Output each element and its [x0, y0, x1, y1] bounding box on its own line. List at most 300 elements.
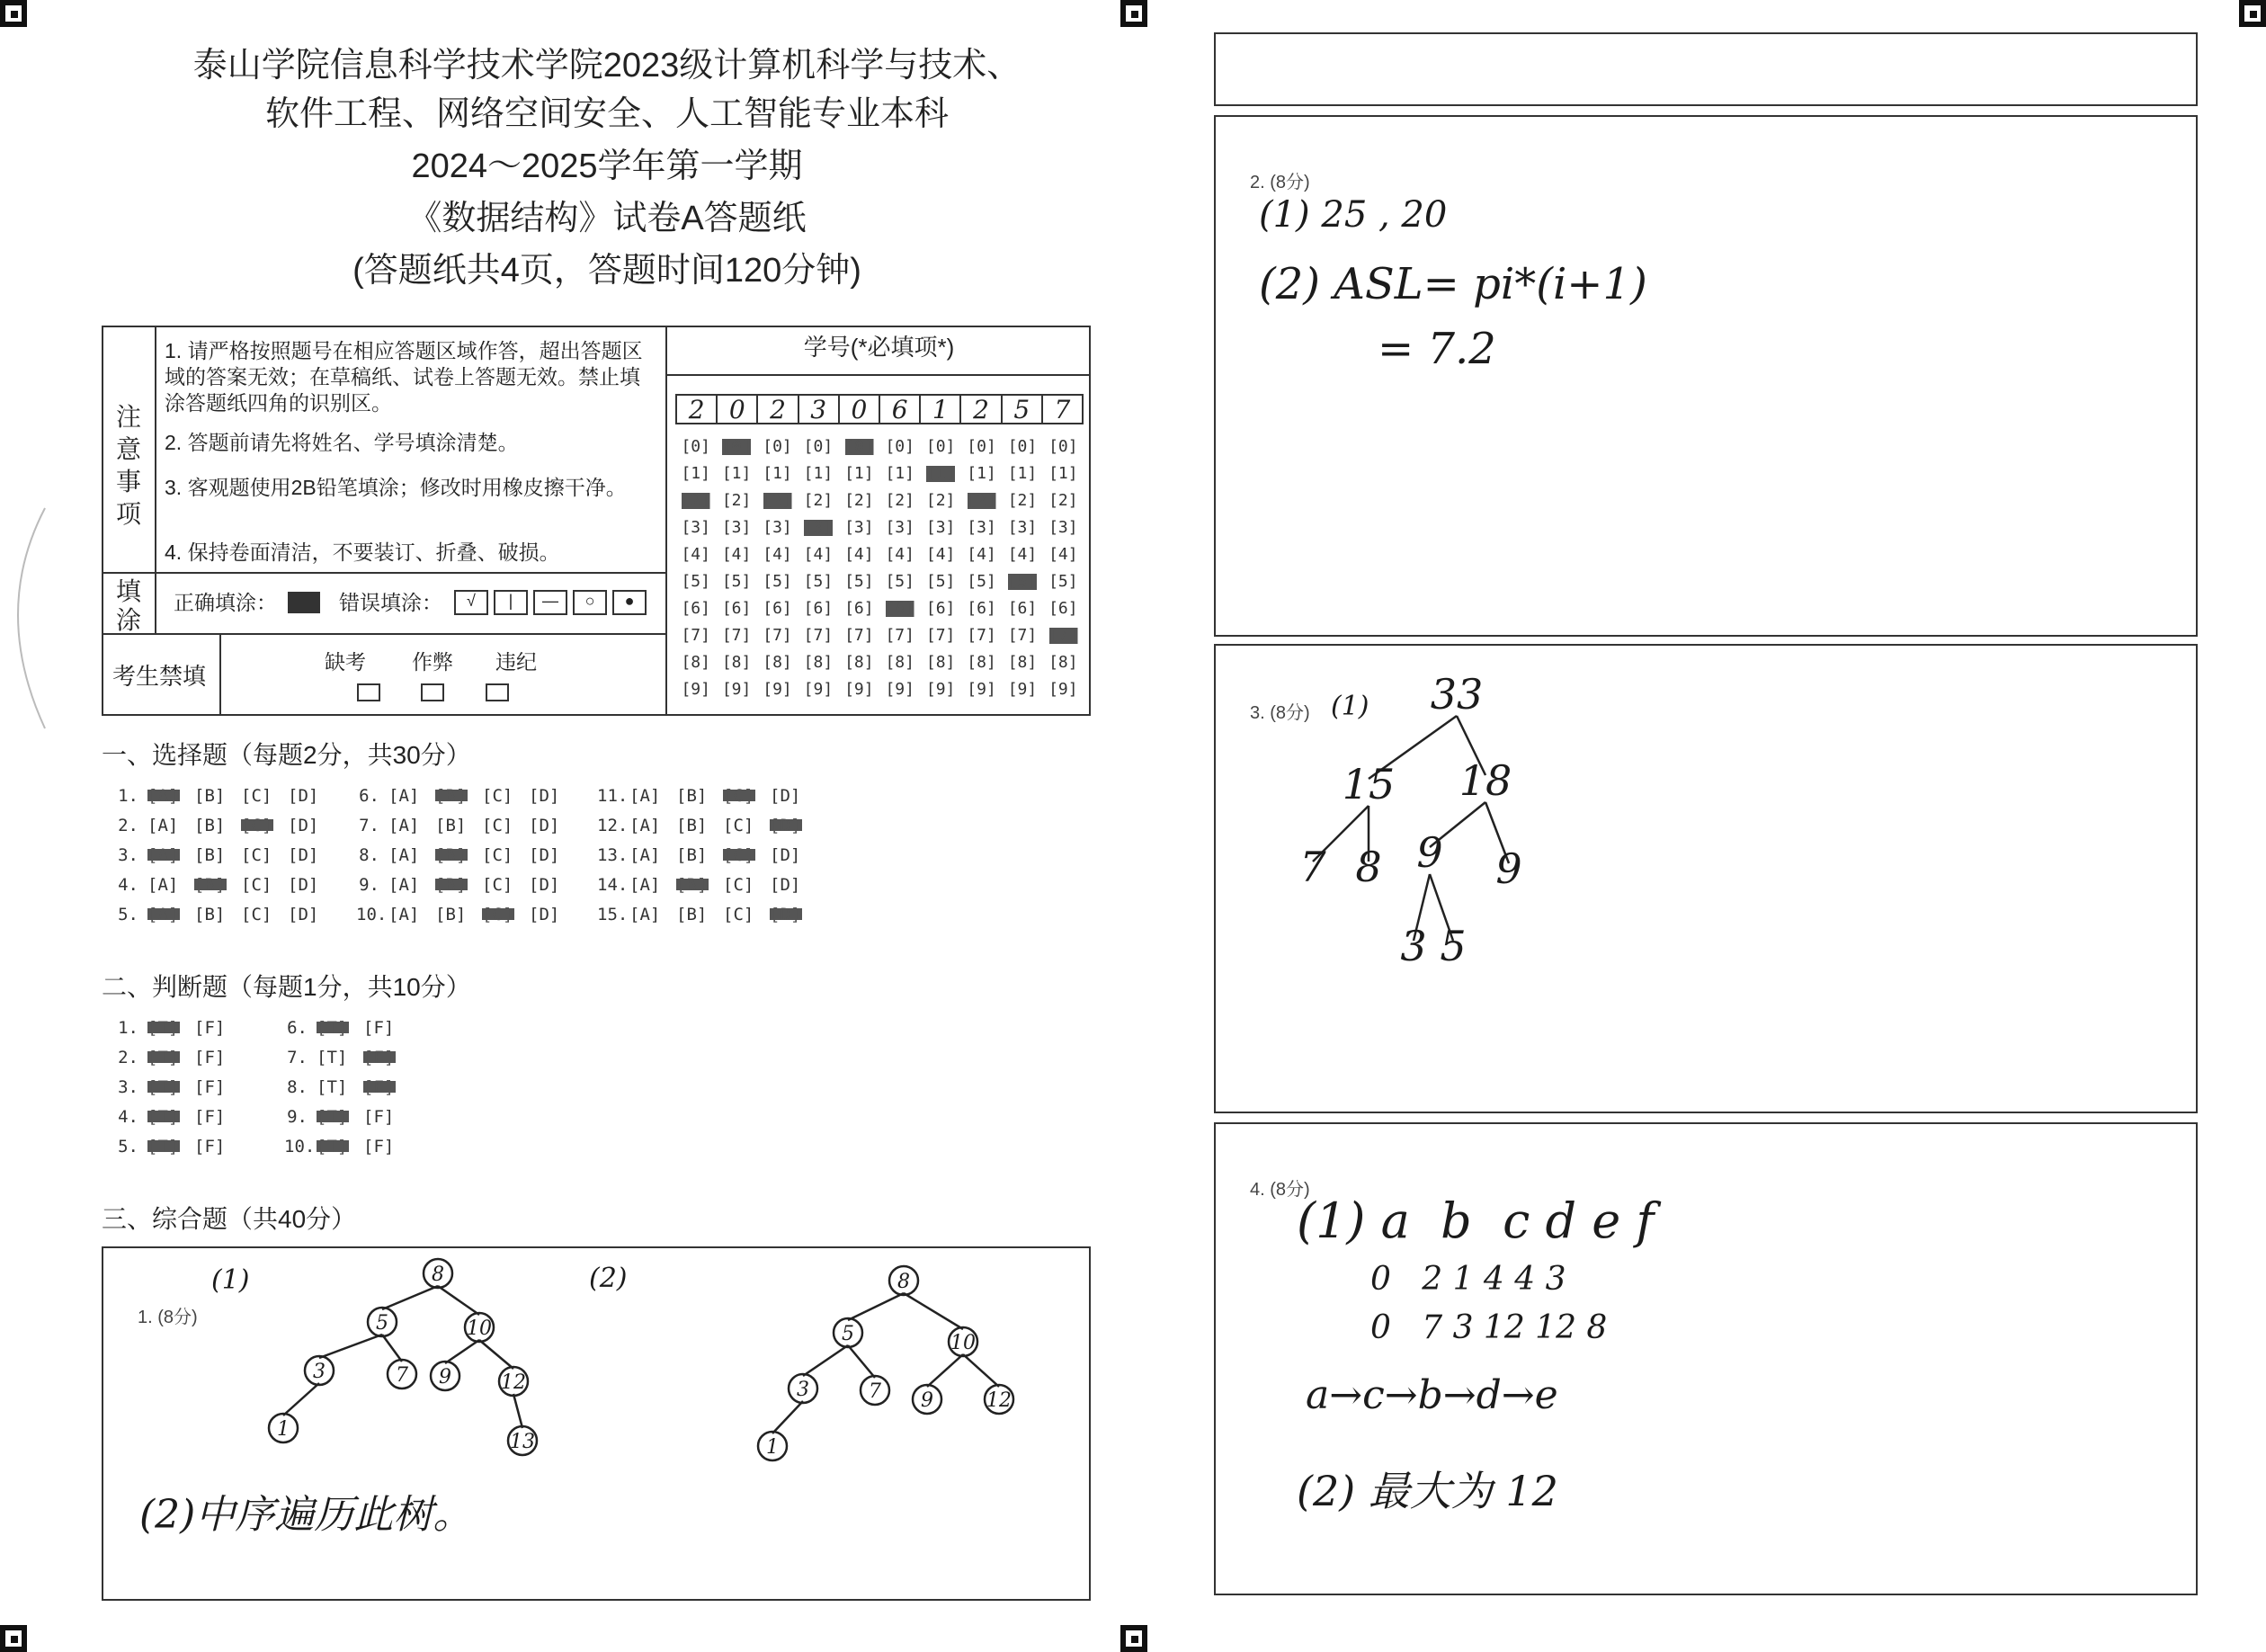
student-id-digits: [675, 394, 1084, 424]
student-id-bubble[interactable]: [8]: [1048, 653, 1078, 672]
corner-mark-bottom-middle: [1120, 1625, 1147, 1652]
student-id-bubble[interactable]: [0]: [763, 437, 792, 456]
student-id-bubble[interactable]: [7]: [967, 626, 996, 645]
judge-question-row: [284, 1103, 410, 1130]
choice-option[interactable]: [A]: [629, 905, 661, 924]
choice-question-row: [356, 901, 575, 928]
choice-option[interactable]: [B]: [194, 786, 226, 806]
q1-tree2-node-label: 10: [950, 1332, 976, 1354]
student-id-bubble[interactable]: [5]: [967, 572, 996, 591]
correct-fill-label: 正确填涂：: [174, 591, 277, 614]
q1-tree2-edge: [848, 1345, 875, 1378]
choice-option-filled[interactable]: [A]: [147, 845, 194, 865]
student-id-bubble[interactable]: [6]: [925, 599, 956, 618]
choice-option[interactable]: [C]: [241, 905, 272, 924]
student-id-bubble[interactable]: [4]: [1048, 545, 1078, 564]
judge-option-filled[interactable]: [T]: [147, 1018, 194, 1038]
q4-line4: a→c→b→d→e: [1306, 1372, 1558, 1418]
judge-option[interactable]: [F]: [194, 1137, 226, 1156]
q3-tree-node-label: 18: [1459, 756, 1512, 805]
student-id-bubble[interactable]: [3]: [844, 518, 874, 537]
choice-question-row: [356, 782, 575, 809]
q1-part2-mark: (2): [589, 1263, 628, 1294]
choice-option[interactable]: [D]: [529, 786, 560, 806]
judge-option[interactable]: [F]: [363, 1018, 395, 1038]
student-id-bubble[interactable]: [4]: [803, 545, 834, 564]
judge-option[interactable]: [F]: [363, 1107, 395, 1127]
q1-tree1-node-label: 5: [376, 1312, 388, 1335]
choice-question-row: [115, 782, 335, 809]
student-id-bubble[interactable]: [9]: [885, 680, 914, 699]
answer-box-q4[interactable]: [1214, 1122, 2198, 1595]
choice-option-filled[interactable]: [B]: [435, 786, 482, 806]
student-id-bubble[interactable]: [4]: [721, 545, 752, 564]
choice-option-filled[interactable]: [B]: [194, 875, 241, 895]
choice-option[interactable]: [A]: [388, 845, 420, 865]
judge-question-number: 10.: [284, 1137, 316, 1156]
choice-option[interactable]: [B]: [194, 905, 226, 924]
student-id-bubble[interactable]: [6]: [844, 599, 874, 618]
choice-option[interactable]: [C]: [241, 875, 272, 895]
student-id-bubble[interactable]: [3]: [1048, 518, 1078, 537]
student-id-bubble[interactable]: [5]: [885, 572, 914, 591]
student-id-bubble-filled[interactable]: [6]: [879, 595, 920, 622]
choice-option[interactable]: [D]: [288, 816, 319, 835]
q1-tree2-edge: [772, 1401, 803, 1433]
q1-tree2-node-label: 7: [869, 1380, 881, 1403]
student-id-digit: 2: [677, 396, 718, 423]
student-id-bubble[interactable]: [2]: [721, 491, 752, 510]
student-id-bubble[interactable]: [0]: [681, 437, 710, 456]
judge-question-row: [115, 1044, 241, 1071]
student-id-bubble[interactable]: [7]: [763, 626, 792, 645]
fill-label: 填涂: [115, 577, 141, 634]
choice-question-row: [356, 842, 575, 869]
choice-option[interactable]: [C]: [482, 845, 513, 865]
judge-question-row: [115, 1074, 241, 1101]
answer-box-top-empty[interactable]: [1214, 32, 2198, 106]
q1-tree1-node-label: 9: [439, 1366, 451, 1389]
student-id-bubble[interactable]: [8]: [721, 653, 752, 672]
corner-mark-bottom-left: [0, 1625, 27, 1652]
choice-question-row: [356, 812, 575, 839]
choice-question-row: [597, 812, 816, 839]
choice-option[interactable]: [C]: [723, 816, 754, 835]
student-id-bubble[interactable]: [0]: [885, 437, 914, 456]
student-id-bubble[interactable]: [6]: [763, 599, 792, 618]
judge-option[interactable]: [T]: [317, 1048, 348, 1067]
student-id-bubble[interactable]: [7]: [885, 626, 914, 645]
student-id-bubble[interactable]: [2]: [925, 491, 956, 510]
student-id-bubble[interactable]: [6]: [803, 599, 834, 618]
student-id-bubble[interactable]: [1]: [803, 464, 834, 483]
student-id-bubble[interactable]: [8]: [885, 653, 914, 672]
judge-option-filled[interactable]: [T]: [147, 1137, 194, 1156]
student-id-bubble[interactable]: [1]: [763, 464, 792, 483]
prohibited-absent-box[interactable]: [357, 683, 380, 701]
choice-question-number: 14.: [597, 875, 629, 895]
choice-question-row: [115, 842, 335, 869]
student-id-bubble[interactable]: [5]: [844, 572, 874, 591]
prohibited-violation-box[interactable]: [486, 683, 509, 701]
choice-option[interactable]: [D]: [529, 816, 560, 835]
q1-tree2-node-label: 12: [986, 1389, 1012, 1412]
exam-title-line2: 软件工程、网络空间安全、人工智能专业本科: [264, 95, 949, 133]
judge-section-title: 二、判断题（每题1分，共10分）: [102, 973, 471, 1001]
choice-question-row: [115, 871, 335, 898]
student-id-bubble[interactable]: [4]: [1007, 545, 1038, 564]
q1-label: 1. (8分): [138, 1308, 198, 1327]
q1-tree1-edge: [283, 1383, 319, 1415]
student-id-bubble-filled[interactable]: [0]: [716, 433, 756, 460]
student-id-bubble[interactable]: [8]: [803, 653, 834, 672]
notice-item-4: 4. 保持卷面清洁，不要装订、折叠、破损。: [165, 540, 560, 564]
choice-option[interactable]: [D]: [529, 905, 560, 924]
student-id-digit: 1: [921, 396, 961, 423]
choice-question-number: 13.: [597, 845, 629, 865]
student-id-bubble[interactable]: [1]: [1048, 464, 1078, 483]
judge-option-filled[interactable]: [T]: [317, 1107, 363, 1127]
student-id-digit: 0: [718, 396, 758, 423]
q3-tree-node-label: 33: [1430, 670, 1484, 719]
q3-tree: [1270, 646, 1719, 987]
q1-part1-mark: (1): [211, 1264, 250, 1296]
student-id-bubble[interactable]: [9]: [1007, 680, 1038, 699]
student-id-bubble[interactable]: [4]: [967, 545, 996, 564]
q1-tree1-edge: [479, 1340, 513, 1369]
judge-question-row: [115, 1133, 241, 1160]
student-id-bubble[interactable]: [3]: [1007, 518, 1038, 537]
student-id-bubble[interactable]: [0]: [1048, 437, 1078, 456]
student-id-bubble[interactable]: [9]: [1048, 680, 1078, 699]
choice-question-number: 10.: [356, 905, 388, 924]
choice-question-number: 3.: [118, 845, 138, 865]
choice-option-filled[interactable]: [B]: [435, 875, 482, 895]
judge-question-row: [115, 1014, 241, 1041]
choice-option[interactable]: [D]: [288, 786, 319, 806]
q4-label: 4. (8分): [1250, 1180, 1310, 1200]
notice-item-3: 3. 客观题使用2B铅笔填涂；修改时用橡皮擦干净。: [165, 476, 627, 499]
q2-line3: = 7.2: [1378, 324, 1496, 374]
choice-option[interactable]: [B]: [194, 816, 226, 835]
judge-option-filled[interactable]: [T]: [317, 1018, 363, 1038]
student-id-bubble[interactable]: [3]: [681, 518, 710, 537]
judge-option-filled[interactable]: [F]: [363, 1048, 410, 1067]
q1-tree1-edge: [513, 1394, 522, 1428]
student-id-bubble[interactable]: [7]: [844, 626, 874, 645]
notice-table: [102, 326, 1091, 716]
q1-tree1-node-label: 1: [277, 1418, 290, 1441]
q1-tree1-node-label: 12: [501, 1371, 526, 1394]
student-id-bubble[interactable]: [8]: [763, 653, 792, 672]
choice-option[interactable]: [A]: [147, 875, 179, 895]
student-id-bubble[interactable]: [6]: [1007, 599, 1038, 618]
choice-option[interactable]: [D]: [288, 875, 319, 895]
choice-option-filled[interactable]: [D]: [770, 905, 816, 924]
q1-tree1-node-label: 8: [432, 1264, 444, 1286]
choice-question-row: [115, 812, 335, 839]
student-id-bubble[interactable]: [9]: [763, 680, 792, 699]
q1-tree2-edge: [927, 1354, 963, 1387]
q3-tree-node-label: 5: [1440, 922, 1467, 970]
prohibited-cheat-box[interactable]: [421, 683, 444, 701]
student-id-bubble[interactable]: [7]: [925, 626, 956, 645]
choice-question-number: 2.: [118, 816, 138, 835]
student-id-bubble[interactable]: [5]: [763, 572, 792, 591]
q1-tree1-node-label: 7: [396, 1364, 408, 1387]
student-id-bubble[interactable]: [4]: [681, 545, 710, 564]
student-id-bubble[interactable]: [1]: [721, 464, 752, 483]
student-id-digit: 5: [1003, 396, 1043, 423]
student-id-bubble-filled[interactable]: [2]: [961, 487, 1002, 514]
answer-box-q3[interactable]: [1214, 644, 2198, 1113]
choice-option[interactable]: [C]: [482, 786, 513, 806]
choice-option[interactable]: [C]: [482, 816, 513, 835]
student-id-bubble[interactable]: [9]: [803, 680, 834, 699]
choice-option-filled[interactable]: [B]: [676, 875, 723, 895]
choice-question-row: [356, 871, 575, 898]
choice-option[interactable]: [B]: [435, 905, 467, 924]
choice-option[interactable]: [C]: [723, 875, 754, 895]
student-id-bubble[interactable]: [5]: [925, 572, 956, 591]
student-id-bubble[interactable]: [8]: [925, 653, 956, 672]
student-id-bubble[interactable]: [3]: [721, 518, 752, 537]
prohibited-absent-label: 缺考: [325, 650, 366, 674]
student-id-digit: 3: [799, 396, 840, 423]
student-id-bubble[interactable]: [3]: [885, 518, 914, 537]
exam-title-line5: (答题纸共4页，答题时间120分钟): [352, 252, 861, 290]
binding-arc: [0, 504, 54, 737]
student-id-digit: 0: [840, 396, 880, 423]
choice-option-filled[interactable]: [A]: [147, 905, 194, 924]
student-id-bubble[interactable]: [3]: [925, 518, 956, 537]
q1-tree2-edge: [963, 1354, 999, 1387]
student-id-digit: 2: [961, 396, 1002, 423]
choice-option[interactable]: [A]: [629, 816, 661, 835]
wrong-mark-bar: |: [494, 590, 528, 615]
choice-option[interactable]: [D]: [770, 845, 801, 865]
choice-option-filled[interactable]: [C]: [723, 845, 770, 865]
choice-option[interactable]: [A]: [388, 905, 420, 924]
q4-line3: 0 7 3 12 12 8: [1370, 1309, 1608, 1346]
choice-option[interactable]: [B]: [676, 786, 708, 806]
choice-option[interactable]: [A]: [629, 875, 661, 895]
q1-answer-part3: (2)中序遍历此树。: [139, 1492, 473, 1538]
judge-option[interactable]: [T]: [317, 1077, 348, 1097]
choice-option-filled[interactable]: [C]: [241, 816, 288, 835]
choice-option[interactable]: [D]: [288, 905, 319, 924]
choice-question-number: 4.: [118, 875, 138, 895]
q1-tree1-node-label: 10: [467, 1317, 492, 1340]
student-id-bubble[interactable]: [2]: [803, 491, 834, 510]
correct-fill-sample: [288, 592, 320, 613]
choice-option-filled[interactable]: [D]: [770, 816, 816, 835]
student-id-bubble-filled[interactable]: [3]: [798, 514, 838, 541]
student-id-bubble[interactable]: [7]: [681, 626, 710, 645]
q3-label: 3. (8分): [1250, 703, 1310, 723]
student-id-bubble[interactable]: [6]: [721, 599, 752, 618]
choice-option[interactable]: [D]: [770, 875, 801, 895]
wrong-mark-dash: —: [533, 590, 567, 615]
choice-option[interactable]: [B]: [676, 816, 708, 835]
choice-option[interactable]: [B]: [676, 905, 708, 924]
student-id-bubble[interactable]: [4]: [844, 545, 874, 564]
student-id-bubble[interactable]: [3]: [763, 518, 792, 537]
answer-box-q1[interactable]: [102, 1246, 1091, 1601]
student-id-bubble[interactable]: [9]: [681, 680, 710, 699]
judge-option[interactable]: [F]: [194, 1048, 226, 1067]
wrong-mark-circle: ○: [573, 590, 607, 615]
choice-option[interactable]: [A]: [147, 816, 179, 835]
judge-question-number: 3.: [118, 1077, 138, 1097]
choice-question-row: [597, 901, 816, 928]
judge-option-filled[interactable]: [T]: [147, 1077, 194, 1097]
student-id-bubble[interactable]: [1]: [967, 464, 996, 483]
student-id-bubble[interactable]: [1]: [1007, 464, 1038, 483]
q3-tree-node-label: 8: [1355, 843, 1382, 891]
student-id-bubble-filled[interactable]: [0]: [839, 433, 879, 460]
notice-item-2: 2. 答题前请先将姓名、学号填涂清楚。: [165, 431, 519, 454]
choice-section-title: 一、选择题（每题2分，共30分）: [102, 741, 471, 769]
prohibited-violation-label: 违纪: [495, 650, 537, 674]
notice-item-1: 1. 请严格按照题号在相应答题区域作答，超出答题区域的答案无效；在草稿纸、试卷上答题无效。禁止填涂答题纸四角的识别区。: [165, 339, 643, 415]
choice-option[interactable]: [A]: [388, 816, 420, 835]
choice-option-filled[interactable]: [C]: [723, 786, 770, 806]
judge-question-row: [284, 1014, 410, 1041]
choice-option[interactable]: [D]: [288, 845, 319, 865]
student-id-bubble[interactable]: [1]: [844, 464, 874, 483]
student-id-bubble[interactable]: [8]: [1007, 653, 1038, 672]
q3-part-mark: (1): [1331, 691, 1369, 722]
student-id-bubble[interactable]: [6]: [1048, 599, 1078, 618]
student-id-bubble[interactable]: [5]: [1048, 572, 1078, 591]
prohibited-cheat-label: 作弊: [412, 650, 453, 674]
student-id-bubble[interactable]: [8]: [967, 653, 996, 672]
corner-mark-top-right: [2239, 0, 2266, 27]
student-id-bubble[interactable]: [7]: [721, 626, 752, 645]
q4-line2: 0 2 1 4 4 3: [1370, 1261, 1566, 1298]
choice-question-row: [597, 842, 816, 869]
student-id-bubble[interactable]: [0]: [925, 437, 956, 456]
choice-option[interactable]: [A]: [629, 786, 661, 806]
student-id-bubble[interactable]: [9]: [967, 680, 996, 699]
choice-option-filled[interactable]: [C]: [482, 905, 529, 924]
q1-tree1: [157, 1248, 544, 1482]
answer-box-q2[interactable]: [1214, 115, 2198, 637]
student-id-bubble[interactable]: [9]: [721, 680, 752, 699]
student-id-bubble[interactable]: [3]: [967, 518, 996, 537]
judge-question-number: 2.: [118, 1048, 138, 1067]
student-id-digit: 7: [1054, 395, 1071, 424]
judge-option-filled[interactable]: [T]: [317, 1137, 363, 1156]
student-id-bubble[interactable]: [9]: [844, 680, 874, 699]
choice-option[interactable]: [B]: [676, 845, 708, 865]
student-id-bubble-filled[interactable]: [5]: [1002, 568, 1042, 595]
q1-tree2-edge: [803, 1345, 848, 1376]
wrong-mark-check: √: [454, 590, 488, 615]
choice-question-number: 7.: [359, 816, 379, 835]
student-id-digit: 2: [758, 396, 798, 423]
judge-option-filled[interactable]: [T]: [147, 1048, 194, 1067]
student-id-bubble[interactable]: [4]: [885, 545, 914, 564]
student-id-bubble-filled[interactable]: [2]: [675, 487, 716, 514]
choice-option[interactable]: [C]: [723, 905, 754, 924]
judge-option[interactable]: [F]: [363, 1137, 395, 1156]
judge-question-number: 8.: [287, 1077, 308, 1097]
student-id-bubble[interactable]: [4]: [925, 545, 956, 564]
choice-option[interactable]: [A]: [388, 875, 420, 895]
choice-option-filled[interactable]: [A]: [147, 786, 194, 806]
student-id-bubble[interactable]: [7]: [803, 626, 834, 645]
q1-tree2-node-label: 9: [921, 1389, 933, 1412]
student-id-bubble[interactable]: [7]: [1007, 626, 1038, 645]
choice-option[interactable]: [A]: [388, 786, 420, 806]
student-id-bubble[interactable]: [2]: [844, 491, 874, 510]
student-id-bubble[interactable]: [2]: [1048, 491, 1078, 510]
q1-tree2-node-label: 5: [842, 1323, 854, 1345]
choice-option[interactable]: [C]: [241, 845, 272, 865]
student-id-bubble[interactable]: [0]: [967, 437, 996, 456]
choice-option[interactable]: [A]: [629, 845, 661, 865]
judge-option-filled[interactable]: [F]: [363, 1077, 410, 1097]
student-id-bubble[interactable]: [4]: [763, 545, 792, 564]
choice-question-row: [597, 782, 816, 809]
student-id-bubble-filled[interactable]: [2]: [757, 487, 798, 514]
choice-option[interactable]: [B]: [194, 845, 226, 865]
student-id-bubble[interactable]: [6]: [681, 599, 710, 618]
judge-option[interactable]: [F]: [194, 1018, 226, 1038]
student-id-bubble[interactable]: [6]: [967, 599, 996, 618]
judge-option[interactable]: [F]: [194, 1107, 226, 1127]
student-id-bubble[interactable]: [8]: [681, 653, 710, 672]
student-id-bubble-filled[interactable]: [1]: [920, 460, 960, 487]
student-id-bubble[interactable]: [5]: [803, 572, 834, 591]
student-id-bubble[interactable]: [9]: [925, 680, 956, 699]
choice-option[interactable]: [D]: [529, 875, 560, 895]
notice-side-label: 注意事项: [115, 403, 141, 528]
q4-line1: (1) a b c d e f: [1297, 1192, 1655, 1249]
choice-option[interactable]: [C]: [482, 875, 513, 895]
judge-option[interactable]: [F]: [194, 1077, 226, 1097]
q3-tree-node-label: 3: [1400, 922, 1427, 970]
judge-option-filled[interactable]: [T]: [147, 1107, 194, 1127]
corner-mark-top-left: [0, 0, 27, 27]
choice-option[interactable]: [C]: [241, 786, 272, 806]
student-id-bubble[interactable]: [2]: [885, 491, 914, 510]
student-id-bubble[interactable]: [0]: [1007, 437, 1038, 456]
student-id-label: 学号(*必填项*): [803, 334, 955, 361]
q1-tree2-node-label: 8: [897, 1271, 910, 1293]
student-id-bubble-filled[interactable]: [7]: [1043, 622, 1084, 649]
choice-option[interactable]: [D]: [529, 845, 560, 865]
choice-option[interactable]: [D]: [770, 786, 801, 806]
student-id-bubble[interactable]: [8]: [844, 653, 874, 672]
q3-tree-node-label: 15: [1342, 760, 1396, 808]
choice-question-number: 1.: [118, 786, 138, 806]
student-id-bubble[interactable]: [5]: [681, 572, 710, 591]
student-id-bubble[interactable]: [2]: [1007, 491, 1038, 510]
exam-title-line3: 2024～2025学年第一学期: [411, 147, 803, 185]
choice-option[interactable]: [B]: [435, 816, 467, 835]
student-id-bubble[interactable]: [1]: [885, 464, 914, 483]
judge-question-number: 1.: [118, 1018, 138, 1038]
student-id-bubble[interactable]: [5]: [721, 572, 752, 591]
student-id-bubble[interactable]: [0]: [803, 437, 834, 456]
q3-tree-node-label: 9: [1495, 844, 1522, 893]
judge-question-number: 5.: [118, 1137, 138, 1156]
choice-option-filled[interactable]: [B]: [435, 845, 482, 865]
student-id-bubble[interactable]: [1]: [681, 464, 710, 483]
